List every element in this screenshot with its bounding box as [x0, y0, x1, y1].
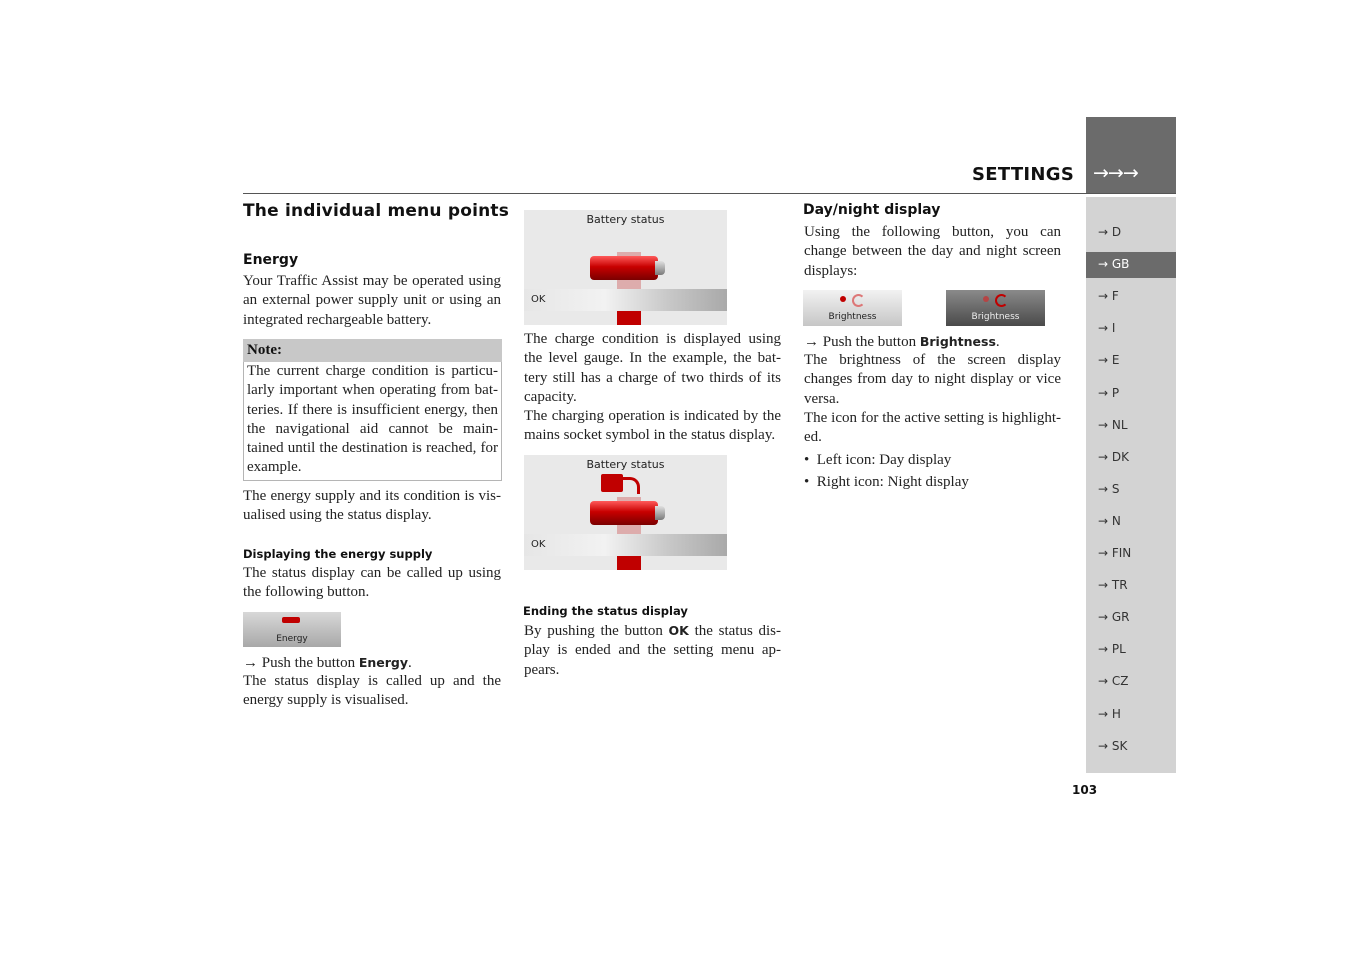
push-energy-line	[243, 653, 501, 673]
list-item: • Right icon: Night display	[804, 474, 969, 491]
ok-label: OK	[531, 294, 546, 305]
language-tab-item[interactable]: → GB	[1098, 257, 1130, 272]
battery-status-screen-2	[524, 455, 727, 570]
language-tab-item[interactable]: → GR	[1098, 610, 1130, 625]
push-button-name: Energy	[358, 655, 409, 670]
push-suffix: .	[408, 655, 412, 671]
charging-text: The charging operation is indicated by the mains socket symbol in the status display.	[524, 408, 781, 444]
day-night-heading: Day/night display	[803, 202, 941, 218]
brightness-night-button[interactable]	[946, 290, 1045, 326]
ending-text	[524, 621, 781, 680]
ending-suffix: the status dis-play is ended and the setting menu ap-pears.	[524, 623, 782, 678]
language-tab-item[interactable]: → N	[1098, 513, 1121, 528]
language-tab-item[interactable]: → P	[1098, 385, 1120, 400]
language-tab-item[interactable]: → H	[1098, 706, 1121, 721]
energy-button[interactable]	[243, 612, 341, 647]
battery-icon	[282, 617, 300, 623]
sun-icon	[840, 296, 846, 302]
battery-symbol	[590, 256, 658, 280]
language-tab-item[interactable]: → FIN	[1098, 546, 1132, 560]
brightness-night-label: Brightness	[971, 312, 1020, 322]
list-item: • Left icon: Day display	[804, 452, 952, 468]
screen-title: Battery status	[586, 458, 665, 471]
push-prefix: → Push the button	[243, 655, 359, 671]
language-tab-item[interactable]: → S	[1098, 481, 1120, 496]
bullet-list	[804, 451, 1061, 493]
ending-prefix: By pushing the button	[524, 623, 669, 639]
mains-socket-icon	[601, 474, 623, 492]
displaying-text: The status display can be called up using the following button.	[243, 565, 501, 601]
language-tab-item[interactable]: → F	[1098, 289, 1119, 304]
language-tab-item[interactable]: → NL	[1098, 417, 1128, 432]
moon-icon	[995, 294, 1008, 307]
moon-icon	[852, 294, 865, 307]
brightness-text: The brightness of the screen display changes from day to night display or vice versa.	[804, 352, 1061, 407]
battery-status-screen-1	[524, 210, 727, 325]
push-button-name: Brightness	[919, 334, 996, 349]
energy-text: Your Traffic Assist may be operated using an external power supply unit or using an integrated rechargeable battery.	[243, 273, 501, 328]
battery-symbol	[590, 501, 658, 525]
ending-heading: Ending the status display	[523, 604, 688, 618]
screen-title: Battery status	[586, 213, 665, 226]
note-text: The current charge condition is particu-larly important when operating from bat-teries. If there is insufficient energy, then the navigational aid cannot be main-tained until the destination is reached, for example.	[247, 363, 498, 476]
push-prefix: → Push the button	[804, 334, 920, 350]
mains-cable	[623, 477, 640, 494]
charge-text: The charge condition is displayed using the level gauge. In the example, the bat-tery still has a charge of two thirds of its capacity.	[524, 331, 781, 405]
ok-button[interactable]	[524, 289, 727, 311]
brightness-day-button[interactable]	[803, 290, 902, 326]
ending-button-name: OK	[668, 623, 689, 638]
energy-heading: Energy	[243, 252, 299, 268]
ok-label: OK	[531, 539, 546, 550]
day-night-intro: Using the following button, you can change between the day and night screen displays:	[804, 224, 1061, 279]
language-tab-item[interactable]: → PL	[1098, 642, 1126, 657]
supply-text: The energy supply and its condition is vis-ualised using the status display.	[243, 488, 501, 524]
section-arrows: →→→	[1093, 162, 1138, 184]
push-brightness-line	[804, 332, 1061, 352]
energy-button-label: Energy	[276, 634, 308, 644]
language-tab-item[interactable]: → DK	[1098, 449, 1129, 464]
icon-text: The icon for the active setting is highlight-ed.	[804, 410, 1061, 446]
language-tab-item[interactable]: → E	[1098, 353, 1120, 368]
ok-button[interactable]	[524, 534, 727, 556]
language-tab-item[interactable]: → SK	[1098, 738, 1128, 753]
page-heading: The individual menu points	[243, 201, 510, 221]
section-title: SETTINGS	[972, 164, 1075, 185]
battery-terminal	[655, 506, 665, 520]
language-tab-item[interactable]: → CZ	[1098, 674, 1129, 689]
language-tab-item[interactable]: → TR	[1098, 578, 1128, 593]
push-suffix: .	[995, 334, 1000, 350]
bullet-day: Left icon: Day display	[816, 452, 952, 468]
displaying-heading: Displaying the energy supply	[243, 547, 433, 561]
result-text: The status display is called up and the energy supply is visualised.	[243, 673, 501, 709]
note-label: Note:	[247, 342, 282, 358]
page-number: 103	[1072, 783, 1098, 797]
sun-icon	[983, 296, 989, 302]
brightness-day-label: Brightness	[828, 312, 877, 322]
language-tab-item[interactable]: → I	[1098, 321, 1116, 336]
bullet-night: Right icon: Night display	[816, 474, 969, 491]
battery-terminal	[655, 261, 665, 275]
header-rule	[243, 193, 1176, 194]
language-tab-item[interactable]: → D	[1098, 225, 1122, 239]
